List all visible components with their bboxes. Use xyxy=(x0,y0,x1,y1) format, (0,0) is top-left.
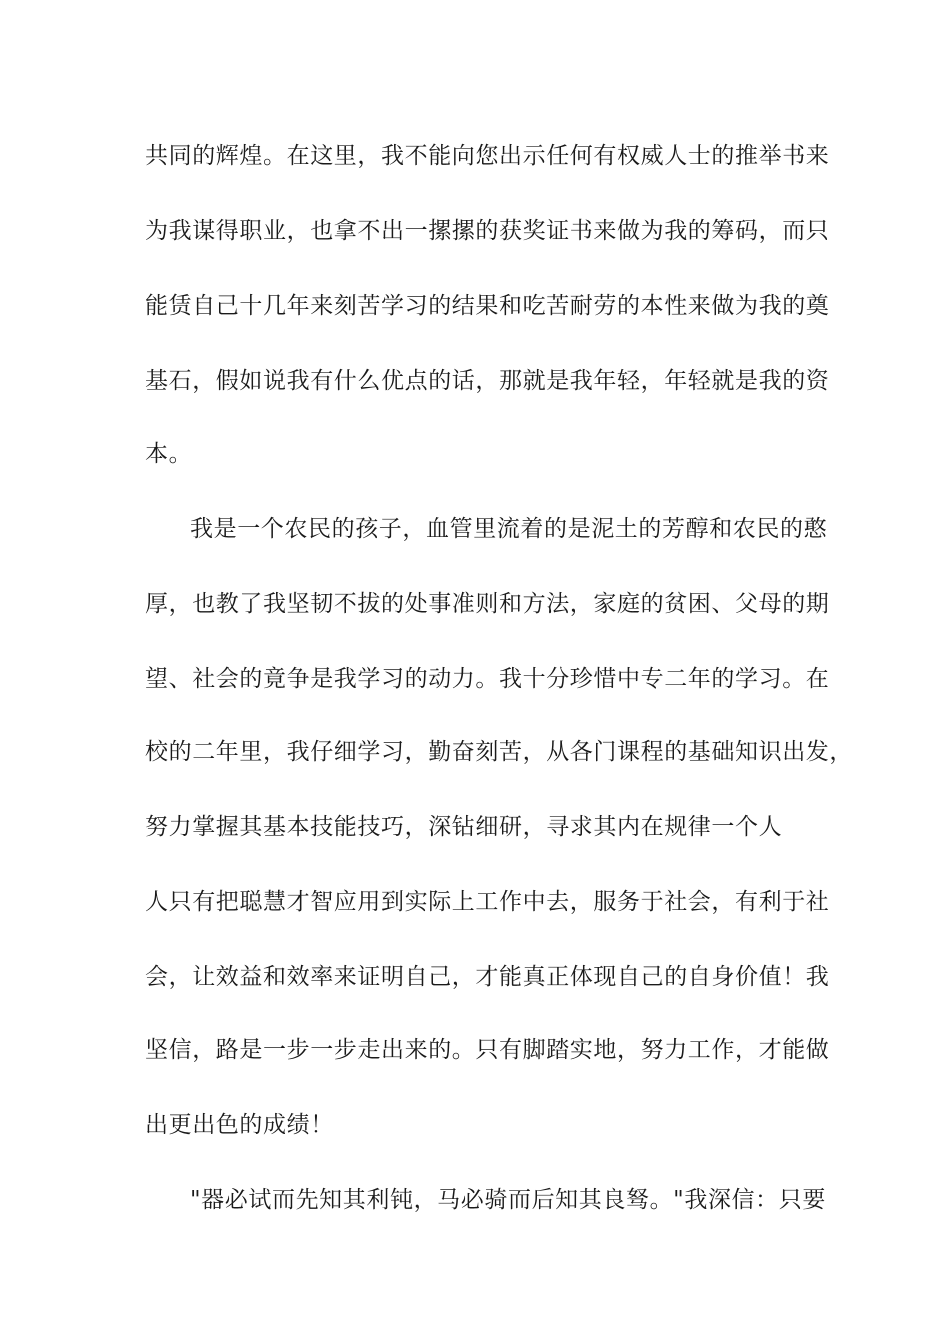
text-line: 校的二年里，我仔细学习，勤奋刻苦，从各门课程的基础知识出发， xyxy=(145,739,853,765)
text-line: 会，让效益和效率来证明自己，才能真正体现自己的自身价值！我 xyxy=(145,964,830,990)
text-line: 基石，假如说我有什么优点的话，那就是我年轻，年轻就是我的资 xyxy=(145,368,830,394)
text-line: 出更出色的成绩！ xyxy=(145,1112,334,1138)
text-line: 望、社会的竟争是我学习的动力。我十分珍惜中专二年的学习。在 xyxy=(145,666,830,692)
text-line: 坚信，路是一步一步走出来的。只有脚踏实地，努力工作，才能做 xyxy=(145,1037,830,1063)
text-line: 人只有把聪慧才智应用到实际上工作中去，服务于社会，有利于社 xyxy=(145,889,830,915)
text-line: 厚，也教了我坚韧不拔的处事准则和方法，家庭的贫困、父母的期 xyxy=(145,591,830,617)
text-line: 能赁自己十几年来刻苦学习的结果和吃苦耐劳的本性来做为我的奠 xyxy=(145,293,830,319)
text-line: 为我谋得职业，也拿不出一摞摞的获奖证书来做为我的筹码，而只 xyxy=(145,218,830,244)
text-line: 努力掌握其基本技能技巧，深钻细研，寻求其内在规律一个人 xyxy=(145,814,783,840)
text-line: 共同的辉煌。在这里，我不能向您出示任何有权威人士的推举书来 xyxy=(145,143,830,169)
paragraph-start-line: "器必试而先知其利钝，马必骑而后知其良驽。"我深信：只要 xyxy=(190,1187,826,1213)
paragraph-start-line: 我是一个农民的孩子，血管里流着的是泥土的芳醇和农民的憨 xyxy=(190,516,828,542)
text-line: 本。 xyxy=(145,441,193,467)
